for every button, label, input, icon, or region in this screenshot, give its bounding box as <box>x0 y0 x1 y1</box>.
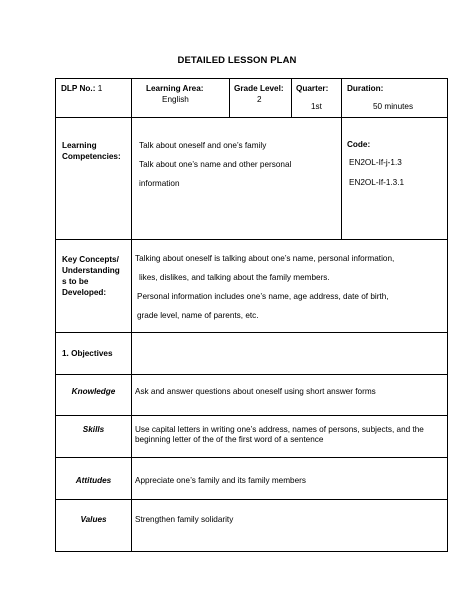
row-divider <box>56 374 447 375</box>
competency-line: information <box>139 179 180 188</box>
objectives-label: 1. Objectives <box>62 349 113 358</box>
values-label: Values <box>80 515 107 524</box>
page-title: DETAILED LESSON PLAN <box>177 55 297 66</box>
code-value: EN2OL-If-j-1.3 <box>349 158 402 167</box>
row-divider <box>56 239 447 240</box>
row-divider <box>56 499 447 500</box>
competencies-label-1: Learning <box>62 141 97 150</box>
code-label: Code: <box>347 140 371 149</box>
key-concept-line: grade level, name of parents, etc. <box>137 311 259 320</box>
column-divider <box>229 79 230 117</box>
skills-label: Skills <box>82 425 105 434</box>
dlp-label: DLP No.: <box>61 84 96 93</box>
grade-level-label: Grade Level: <box>234 84 284 93</box>
column-divider <box>291 79 292 117</box>
learning-area-value: English <box>162 95 189 104</box>
knowledge-text: Ask and answer questions about oneself using short answer forms <box>135 387 376 396</box>
competencies-label-2: Competencies: <box>62 152 121 161</box>
quarter-value: 1st <box>311 102 322 111</box>
competency-line: Talk about oneself and one’s family <box>139 141 267 150</box>
competency-line: Talk about one’s name and other personal <box>139 160 292 169</box>
knowledge-label: Knowledge <box>71 387 116 396</box>
dlp-cell <box>61 84 102 94</box>
dlp-value: 1 <box>97 84 103 93</box>
column-divider <box>341 79 342 239</box>
key-concepts-label: Developed: <box>62 288 107 297</box>
row-divider <box>56 117 447 118</box>
code-value: EN2OL-If-1.3.1 <box>349 178 405 187</box>
column-divider <box>131 79 132 551</box>
grade-level-value: 2 <box>257 95 262 104</box>
quarter-label: Quarter: <box>296 84 329 93</box>
skills-text: Use capital letters in writing one’s address, names of persons, subjects, and the beginning letter of the of the first word of a sentence <box>135 425 424 444</box>
attitudes-text: Appreciate one’s family and its family members <box>135 476 306 485</box>
key-concept-line: Talking about oneself is talking about one’s name, personal information, <box>135 254 395 263</box>
duration-value: 50 minutes <box>373 102 414 111</box>
row-divider <box>56 457 447 458</box>
attitudes-label: Attitudes <box>75 476 112 485</box>
key-concepts-label: s to be <box>62 277 89 286</box>
learning-area-label: Learning Area: <box>146 84 204 93</box>
key-concepts-label: Understanding <box>62 266 120 275</box>
key-concepts-label: Key Concepts/ <box>62 255 119 264</box>
row-divider <box>56 415 447 416</box>
lesson-plan-table <box>55 78 448 552</box>
values-text: Strengthen family solidarity <box>135 515 234 524</box>
row-divider <box>56 332 447 333</box>
key-concept-line: likes, dislikes, and talking about the family members. <box>139 273 330 282</box>
duration-label: Duration: <box>347 84 384 93</box>
key-concept-line: Personal information includes one’s name, age address, date of birth, <box>137 292 389 301</box>
